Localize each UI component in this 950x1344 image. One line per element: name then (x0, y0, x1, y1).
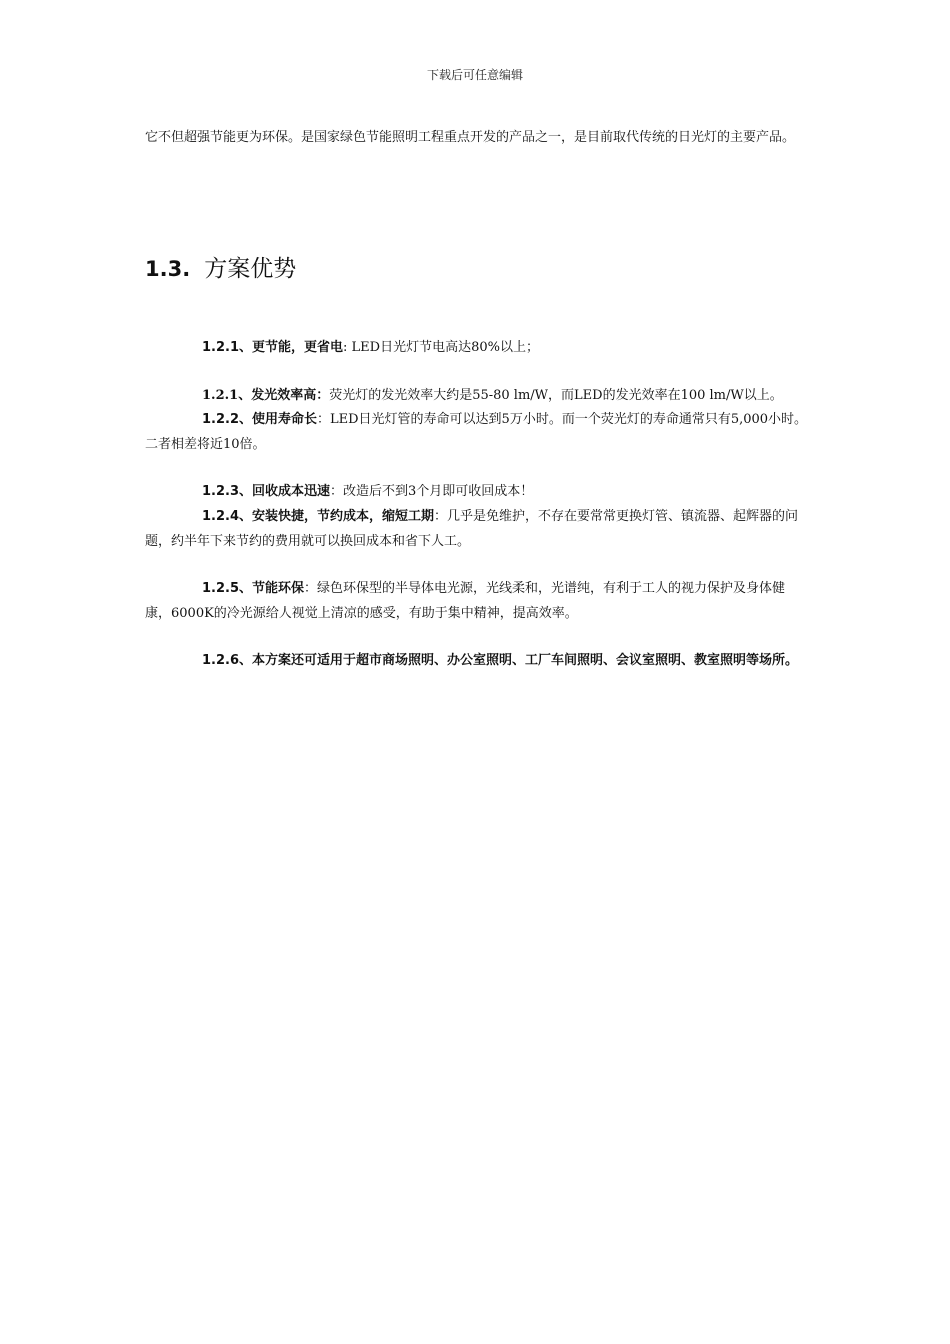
list-item (145, 648, 810, 673)
item-label: 1.2.4、安装快捷，节约成本，缩短工期 (202, 509, 435, 524)
list-item (145, 576, 810, 626)
list-item (145, 479, 810, 504)
list-item (145, 504, 810, 554)
item-label: 1.2.6、本方案还可适用于超市商场照明、办公室照明、工厂车间照明、会议室照明、教室照明等场所。 (202, 653, 799, 668)
section-heading (145, 250, 296, 283)
item-text: : LED日光灯节电高达80%以上； (343, 340, 539, 355)
item-label: 1.2.3、回收成本迅速 (202, 484, 331, 499)
item-label: 1.2.1、更节能，更省电 (202, 340, 344, 355)
item-text: ：几乎是免维护，不存在要常常更换灯管、镇流器、起辉器的问题，约半年下来节约的费用就可以换回成本和省下人工。 (145, 509, 799, 549)
section-number: 1.3. (145, 257, 191, 281)
list-item (145, 383, 825, 408)
item-label: 1.2.5、节能环保 (202, 581, 305, 596)
item-text: ：改造后不到3个月即可收回成本！ (330, 484, 534, 499)
item-label: 1.2.1、发光效率高： (202, 388, 330, 403)
list-item (145, 407, 810, 457)
page-header: 下载后可任意编辑 (426, 68, 523, 82)
item-text: ：LED日光灯管的寿命可以达到5万小时。而一个荧光灯的寿命通常只有5,000小时。二者相差将近10倍。 (145, 412, 808, 452)
list-item (145, 335, 810, 360)
item-text: 荧光灯的发光效率大约是55-80 lm/W，而LED的发光效率在100 lm/W以上。 (329, 388, 783, 403)
item-text: ：绿色环保型的半导体电光源，光线柔和，光谱纯，有利于工人的视力保护及身体健康，6000K的冷光源给人视觉上清凉的感受，有助于集中精神，提高效率。 (145, 581, 786, 621)
section-title: 方案优势 (204, 256, 297, 282)
intro-paragraph: 它不但超强节能更为环保。是国家绿色节能照明工程重点开发的产品之一，是目前取代传统的日光灯的主要产品。 (145, 130, 796, 145)
item-label: 1.2.2、使用寿命长 (202, 412, 318, 427)
